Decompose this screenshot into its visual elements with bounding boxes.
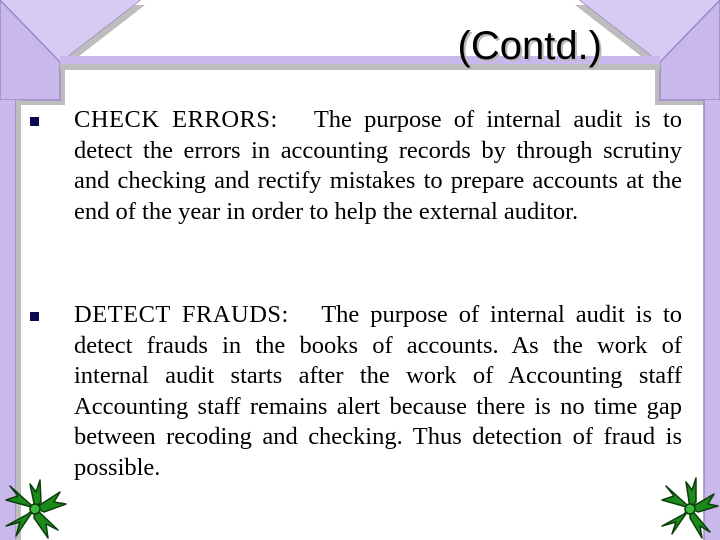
point-body: The purpose of internal audit is to detect frauds in the books of accounts. As the work of internal audit starts after the work of Accounting staff Accounting staff remains alert because there is no time gap between recoding and checking. Thus detection of fraud is possible. [74,301,682,481]
point-detect-frauds [74,300,682,483]
leaf-star-icon [660,476,720,540]
point-body: The purpose of internal audit is to detect the errors in accounting records by through scrutiny and checking and rectify mistakes to prepare accounts at the end of the year in order to help the external auditor. [74,106,683,225]
leaf-star-icon [2,478,68,540]
slide-title: (Contd.) [457,24,602,68]
point-lead: CHECK ERRORS: [74,106,278,133]
point-check-errors [74,105,682,227]
bullet-square-icon [30,312,39,321]
point-lead: DETECT FRAUDS: [74,301,289,328]
bullet-square-icon [30,117,39,126]
